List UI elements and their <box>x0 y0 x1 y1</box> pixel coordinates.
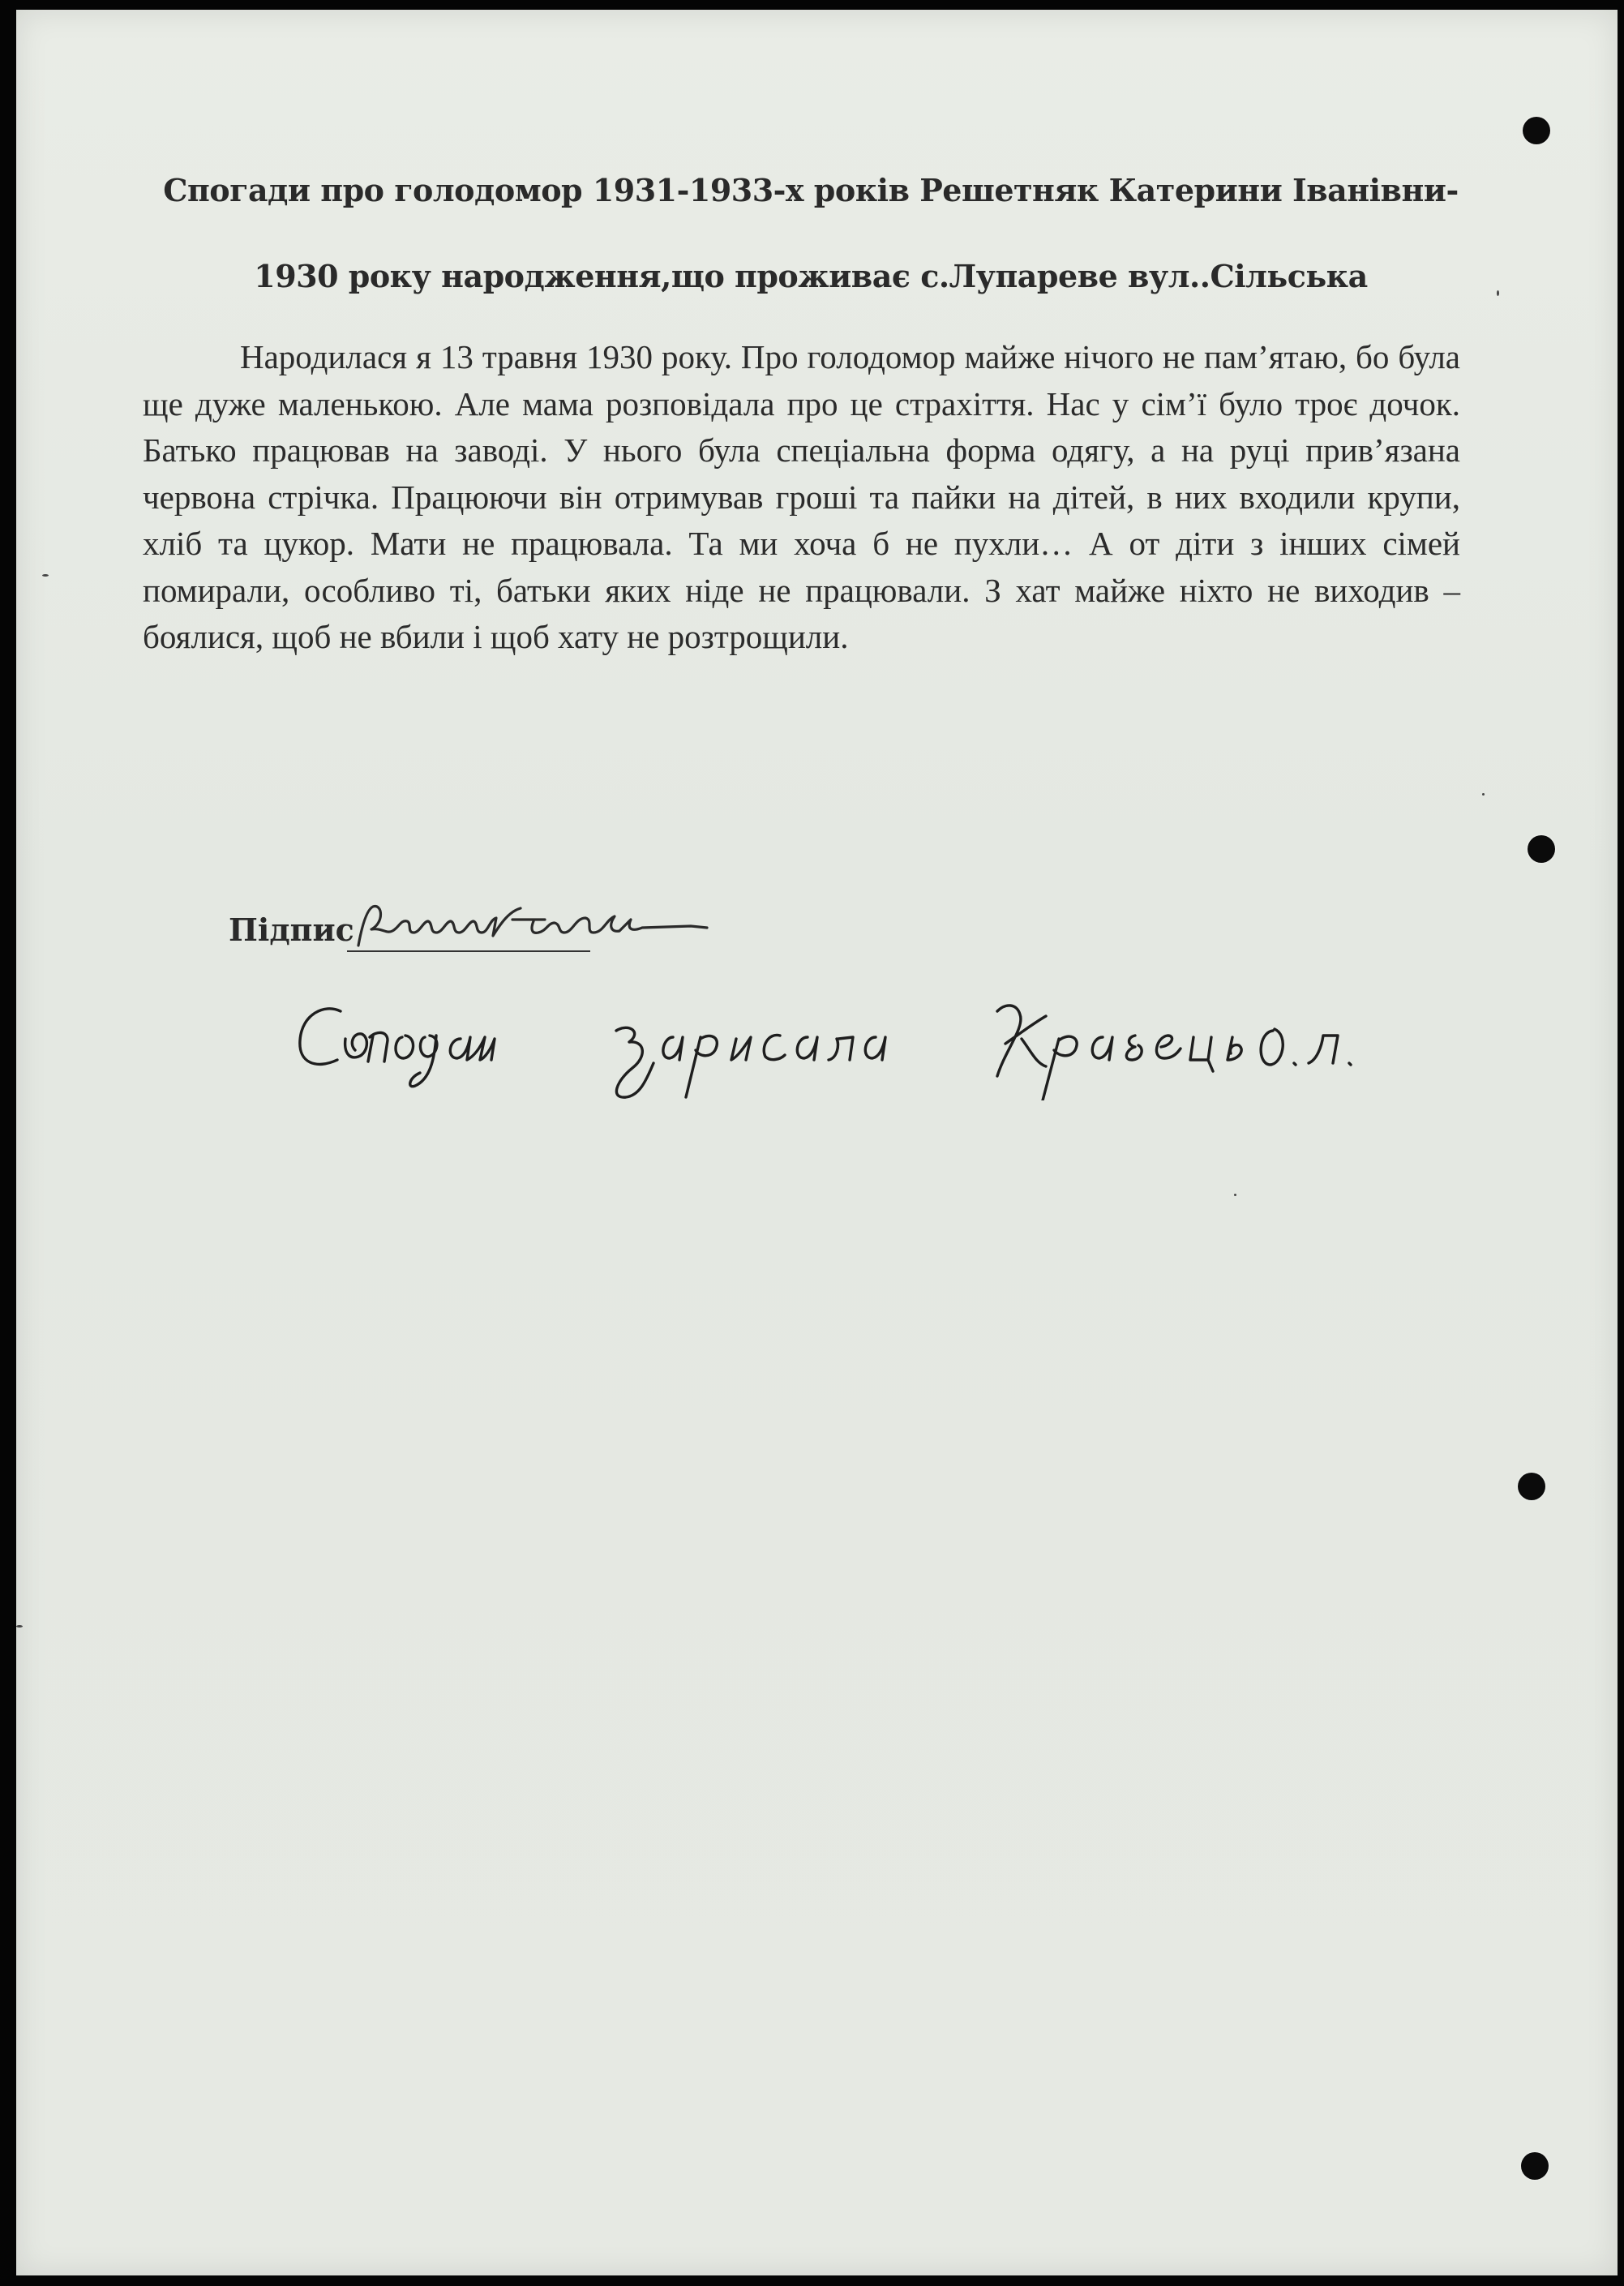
punch-hole-3 <box>1518 1473 1545 1500</box>
punch-hole-1 <box>1523 117 1550 144</box>
document-title-line-1: Спогади про голодомор 1931-1933-х років Решетняк Катерини Іванівни- <box>163 172 1459 208</box>
punch-hole-4 <box>1521 2152 1549 2180</box>
dust-speck <box>16 1625 23 1628</box>
dust-speck <box>1482 793 1485 796</box>
handwritten-signature <box>350 895 723 960</box>
signature-block <box>229 900 796 957</box>
dust-speck <box>42 574 49 577</box>
document-title-line-2: 1930 року народження,що проживає с.Лупареве вул..Сільська <box>254 258 1368 294</box>
punch-hole-2 <box>1528 835 1555 863</box>
handwritten-recorded-by-note <box>292 979 1386 1100</box>
dust-speck <box>1497 290 1499 296</box>
document-page <box>16 10 1618 2275</box>
memoir-body-text: Народилася я 13 травня 1930 року. Про голодомор майже нічого не пам’ятаю, бо була ще дуже маленькою. Але мама розповідала про це страхіття. Нас у сім’ї було троє дочок. Батько працював на заводі. У нього була спеціальна форма одягу, а на руці прив’язана червона стрічка. Працюючи він отримував гроші та пайки на дітей, в них входили крупи, хліб та цукор. Мати не працювала. Та ми хоча б не пухли… А от діти з інших сімей помирали, особливо ті, батьки яких ніде не працювали. З хат майже ніхто не виходив – боялися, щоб не вбили і щоб хату не розтрощили. <box>143 338 1460 655</box>
dust-speck <box>1234 1194 1236 1196</box>
signature-label: Підпис <box>229 911 354 948</box>
